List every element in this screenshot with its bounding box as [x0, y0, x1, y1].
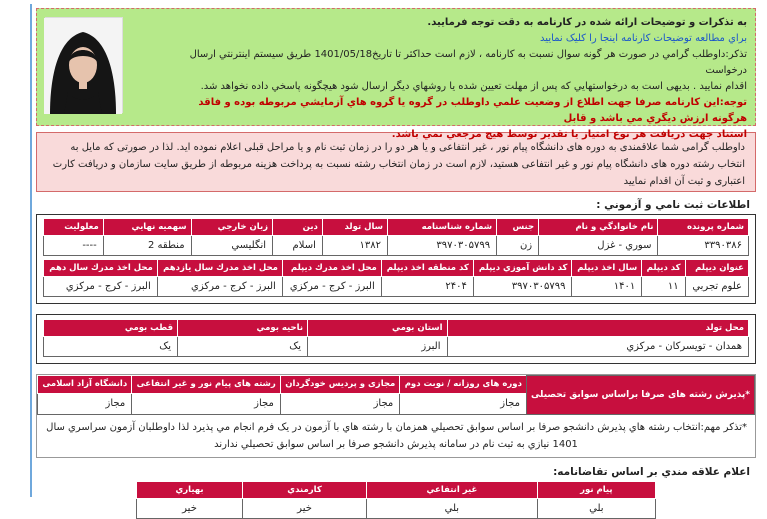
warning-line-3: اعتباری و ثبت آن اقدام نمایید: [623, 176, 745, 187]
registration-value: منطقه 2: [103, 236, 191, 256]
birth-header: محل تولد: [447, 320, 748, 337]
birth-header: قطب بومي: [44, 320, 178, 337]
interest-value: بلي: [367, 499, 538, 519]
registration-value: زن: [497, 236, 539, 256]
registration-header: شماره پرونده: [658, 219, 749, 236]
registration-header: جنس: [497, 219, 539, 236]
diploma-value: علوم تجربي: [685, 277, 748, 297]
birth-value: همدان - تويسرکان - مرکزي: [447, 337, 748, 357]
diploma-header: كد دانش آموزي ديپلم: [473, 260, 572, 277]
registration-table-2: [43, 259, 749, 297]
registration-value: ۳۹۷۰۳۰۵۷۹۹: [388, 236, 497, 256]
eligibility-value: مجاز: [38, 393, 132, 414]
birth-value: يک: [178, 337, 308, 357]
notice-line-4: اقدام نمایید . بدیهی است به درخواستهايي كه پس از مهلت تعيين شده يا روشهاي ديگر ارسال شود هيچگونه پاسخي داده نخواهد شد.: [200, 81, 747, 92]
eligibility-value: مجاز: [400, 393, 527, 414]
interest-value: خير: [137, 499, 243, 519]
interest-value: بلي: [537, 499, 655, 519]
eligibility-header: مجازی و پردیس خودگردان: [280, 376, 399, 394]
registration-value: ۱۳۸۲: [322, 236, 387, 256]
registration-header: دين: [273, 219, 323, 236]
registration-value: اسلام: [273, 236, 323, 256]
diploma-header: محل اخذ مدرك سال دهم: [44, 260, 158, 277]
interest-header: كارمندي: [243, 482, 367, 499]
eligibility-note: [37, 415, 755, 457]
diploma-value: ۲۴۰۴: [381, 277, 473, 297]
notice-line-3: تذکر:داوطلب گرامي در صورت هر گونه سوال نسبت به کارنامه ، لازم است حداکثر تا تاریخ1401/05/18 طريق سيستم اينترنتي ارسال درخواست: [189, 49, 747, 76]
eligibility-note-line-1: *تذکر مهم:انتخاب رشته هاي پذيرش دانشجو صرفا بر اساس سوابق تحصيلي همزمان با رشته هاي با آزمون در يک فرم انجام مي پذيرد لذا داوطلبان آزمون سراسري سال: [46, 422, 747, 433]
interest-title: اعلام علاقه مندي بر اساس تقاضانامه:: [553, 466, 750, 478]
eligibility-header: دوره های روزانه / نوبت دوم: [400, 376, 527, 394]
registration-header: معلوليت: [44, 219, 104, 236]
diploma-header: سال اخذ ديپلم: [572, 260, 642, 277]
eligibility-value: مجاز: [280, 393, 399, 414]
diploma-header: كد منطقه اخذ ديپلم: [381, 260, 473, 277]
birth-value: البرز: [308, 337, 447, 357]
registration-header: زبان خارجي: [191, 219, 273, 236]
warning-line-1: داوطلب گرامی شما علاقمندی به دوره های دانشگاه پیام نور ، غیر انتفاعی و یا هر دو را در زمان ثبت نام و یا مراحل قبلی اعلام نموده اید. لذا در صورتی که مایل به: [70, 142, 745, 153]
registration-header: سهميه نهايي: [103, 219, 191, 236]
notice-panel: [36, 8, 756, 140]
report-card: [30, 4, 760, 514]
registration-header: سال تولد: [322, 219, 387, 236]
diploma-value: البرز - کرج - مرکزي: [282, 277, 381, 297]
diploma-header: كد ديپلم: [642, 260, 685, 277]
registration-value: انگليسي: [191, 236, 273, 256]
interest-table: [136, 481, 656, 519]
notice-line-5: توجه:این کارنامه صرفا جهت اطلاع از وضعيت علمي داوطلب در گروه يا گروه هاي آزمايشي مربوطه بوده و فاقد هرگونه ارزش ديگري مي باشد و قابل: [198, 97, 747, 124]
eligibility-table: [37, 375, 755, 415]
eligibility-note-line-2: 1401 نيازي به ثبت نام در سامانه پذيرش دانشجو صرفا بر اساس سوابق تحصيلي ندارند: [214, 439, 578, 450]
interest-value: خير: [243, 499, 367, 519]
interest-header: پيام نور: [537, 482, 655, 499]
diploma-value: البرز - کرج - مرکزي: [157, 277, 282, 297]
diploma-value: البرز - کرج - مرکزي: [44, 277, 158, 297]
birth-header: ناحيه بومي: [178, 320, 308, 337]
diploma-header: عنوان ديپلم: [685, 260, 748, 277]
diploma-header: محل اخذ مدرك سال يازدهم: [157, 260, 282, 277]
birth-table: [43, 319, 749, 357]
eligibility-box: [36, 374, 756, 458]
student-photo: [45, 17, 123, 113]
registration-value: سوري - غزل: [539, 236, 658, 256]
birth-box: [36, 314, 756, 364]
registration-value: ۳۳۹۰۳۸۶: [658, 236, 749, 256]
registration-header: نام خانوادگي و نام: [539, 219, 658, 236]
interest-header: غير انتفاعي: [367, 482, 538, 499]
diploma-value: ۱۴۰۱: [572, 277, 642, 297]
notice-line-1: به تذکرات و توضیحات ارائه شده در کارنامه به دقت توجه فرمایید.: [427, 17, 747, 28]
eligibility-label: *پذیرش رشته های صرفا براساس سوابق تحصیلی: [526, 376, 754, 415]
registration-header: شماره شناسنامه: [388, 219, 497, 236]
explanations-link[interactable]: براي مطالعه توضیحات کارنامه اینجا را کلیک نمایید: [540, 33, 747, 44]
eligibility-header: رشته های پیام نور و غیر انتفاعی: [132, 376, 281, 394]
diploma-header: محل اخذ مدرك ديپلم: [282, 260, 381, 277]
birth-header: استان بومي: [308, 320, 447, 337]
interest-header: بهياري: [137, 482, 243, 499]
diploma-value: ۳۹۷۰۳۰۵۷۹۹: [473, 277, 572, 297]
registration-box: [36, 214, 756, 304]
eligibility-value: مجاز: [132, 393, 281, 414]
registration-title: اطلاعات ثبت نامي و آزموني :: [596, 199, 750, 211]
notice-line-6: استناد جهت دريافت هر نوع امتياز يا تقدير توسط هيچ مرجعي نمي باشد.: [391, 129, 747, 140]
eligibility-header: دانشگاه آزاد اسلامی: [38, 376, 132, 394]
diploma-value: ۱۱: [642, 277, 685, 297]
birth-value: يک: [44, 337, 178, 357]
registration-table-1: [43, 218, 749, 256]
registration-value: ----: [44, 236, 104, 256]
warning-line-2: انتخاب رشته دوره های دانشگاه پیام نور و غیر انتفاعی هستید، لازم است در زمان انتخاب رشته نسبت به پرداخت هزینه مربوطه از طریق سایت سازمان و دریافت کارت: [52, 159, 745, 170]
